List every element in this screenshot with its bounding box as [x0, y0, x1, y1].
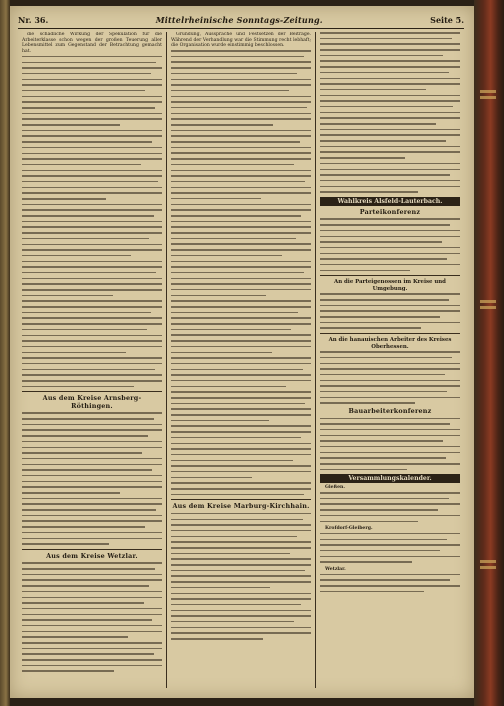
- col1-text-block-1: [22, 56, 162, 387]
- column-2: [167, 32, 316, 688]
- page-header: [18, 12, 464, 29]
- section-bar-versammlungskalender: Versammlungskalender.: [320, 474, 460, 483]
- page-binding: [0, 0, 10, 706]
- book-spine: [474, 0, 504, 706]
- column-1: [18, 32, 167, 688]
- text-columns: [18, 32, 464, 688]
- col1-section-heading-a: Aus dem Kreise Arnsberg-Röthingen.: [42, 394, 142, 410]
- col2-text-block-2: [171, 513, 311, 640]
- col3-text-block-3: [320, 351, 460, 404]
- heading-bauarbeiterkonferenz: Bauarbeiterkonferenz: [348, 407, 432, 415]
- calendar-entry-krofdorf: Krofdorf-Gleiberg.: [325, 526, 373, 532]
- col3-text-block-6: [320, 533, 460, 563]
- col3-text-block-5: [320, 492, 460, 522]
- col3-text-block-4: [320, 418, 460, 471]
- heading-parteigenossen: An die Parteigenossen im Kreise und Umgebung.: [334, 279, 446, 292]
- heading-hanauische-arbeiter: An die hanauischen Arbeiter des Kreises Oberhessen.: [328, 337, 452, 350]
- col3-text-block-2: [320, 293, 460, 329]
- col3-text-block-7: [320, 574, 460, 593]
- page-number: Seite 5.: [430, 15, 464, 25]
- col1-intro: die schädliche Wirkung der Spekulation für die Arbeiterklasse schon wegen der großen Teuerung aller Lebensmittel zum Gegenstand der Betrachtung gemacht hat.: [22, 32, 162, 55]
- col1-section-heading-b: Aus dem Kreise Wetzlar.: [46, 551, 138, 560]
- issue-number: Nr. 36.: [18, 15, 49, 25]
- col3-text-block-top: [320, 32, 460, 193]
- calendar-entry-wetzlar: Wetzlar.: [325, 567, 346, 573]
- heading-parteikonferenz: Parteikonferenz: [359, 207, 421, 216]
- col3-text-block-1: [320, 218, 460, 271]
- col1-text-block-3: [22, 562, 162, 672]
- section-bar-wahlkreis: Wahlkreis Alsfeld-Lauterbach.: [320, 197, 460, 206]
- col1-text-block-2: [22, 412, 162, 544]
- calendar-entry-giessen: Gießen.: [325, 485, 345, 491]
- col2-section-heading-a: Aus dem Kreise Marburg-Kirchhain.: [172, 502, 310, 511]
- newspaper-title: Mittelrheinische Sonntags-Zeitung.: [155, 15, 323, 25]
- col2-text-block-1: [171, 50, 311, 495]
- column-3: [316, 32, 464, 688]
- col2-top-para: Gründung, Aussprache und Festsetzen der Beiträge. Während der Verhandlung war die Stimmung recht lebhaft; die Organisation wurde einstimmig beschlossen.: [171, 32, 311, 49]
- newspaper-page: [10, 6, 474, 698]
